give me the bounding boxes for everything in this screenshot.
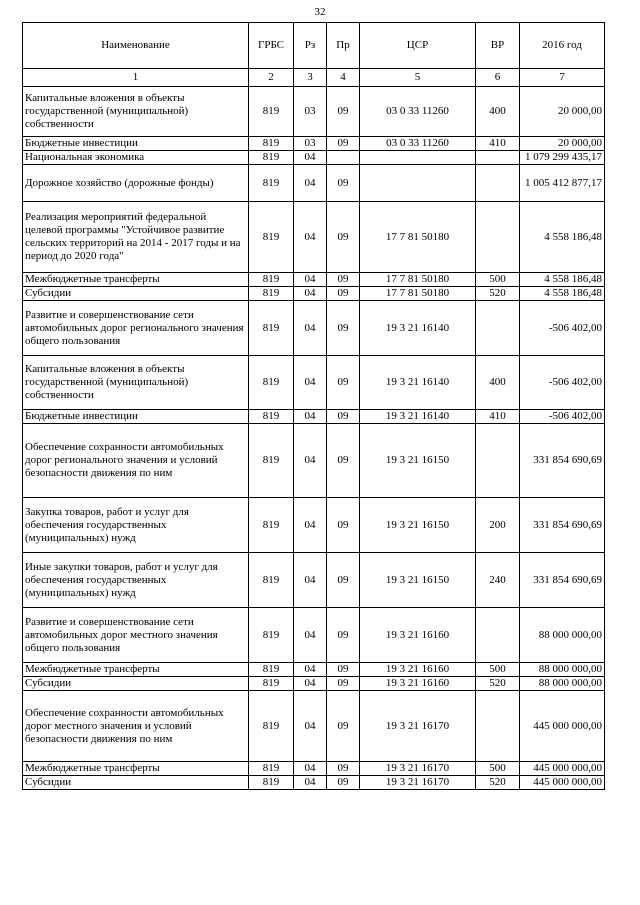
- row-csr: 19 3 21 16170: [360, 762, 476, 776]
- row-pr: 09: [327, 691, 360, 762]
- row-amount: 88 000 000,00: [520, 677, 605, 691]
- row-vr: 520: [476, 287, 520, 301]
- row-rz: 04: [294, 498, 327, 553]
- row-csr: 19 3 21 16150: [360, 424, 476, 498]
- row-csr: 03 0 33 11260: [360, 87, 476, 137]
- row-name: Бюджетные инвестиции: [23, 410, 249, 424]
- row-grbs: 819: [249, 663, 294, 677]
- row-vr: [476, 608, 520, 663]
- row-name: Субсидии: [23, 776, 249, 790]
- row-amount: -506 402,00: [520, 301, 605, 356]
- row-name: Капитальные вложения в объекты государственной (муниципальной) собственности: [23, 356, 249, 410]
- row-vr: [476, 691, 520, 762]
- row-vr: [476, 151, 520, 165]
- row-rz: 04: [294, 553, 327, 608]
- column-number: 4: [327, 69, 360, 87]
- row-pr: 09: [327, 498, 360, 553]
- row-name: Обеспечение сохранности автомобильных дорог местного значения и условий безопасности движения по ним: [23, 691, 249, 762]
- row-amount: 20 000,00: [520, 87, 605, 137]
- row-amount: 445 000 000,00: [520, 691, 605, 762]
- header-pr: Пр: [327, 23, 360, 69]
- table-row: [23, 691, 605, 762]
- row-name: Дорожное хозяйство (дорожные фонды): [23, 165, 249, 202]
- row-rz: 04: [294, 677, 327, 691]
- row-grbs: 819: [249, 762, 294, 776]
- header-rz: Рз: [294, 23, 327, 69]
- table-row: [23, 202, 605, 273]
- row-pr: 09: [327, 165, 360, 202]
- row-grbs: 819: [249, 776, 294, 790]
- row-amount: 20 000,00: [520, 137, 605, 151]
- row-csr: 19 3 21 16170: [360, 691, 476, 762]
- table-row: [23, 762, 605, 776]
- row-amount: 445 000 000,00: [520, 762, 605, 776]
- row-vr: 200: [476, 498, 520, 553]
- row-vr: 400: [476, 356, 520, 410]
- row-name: Развитие и совершенствование сети автомобильных дорог местного значения общего пользования: [23, 608, 249, 663]
- row-amount: -506 402,00: [520, 356, 605, 410]
- table-row: [23, 137, 605, 151]
- row-csr: 19 3 21 16160: [360, 663, 476, 677]
- row-csr: 17 7 81 50180: [360, 287, 476, 301]
- table-row: [23, 498, 605, 553]
- row-name: Межбюджетные трансферты: [23, 273, 249, 287]
- table-row: [23, 273, 605, 287]
- row-amount: 331 854 690,69: [520, 553, 605, 608]
- column-number: 2: [249, 69, 294, 87]
- row-rz: 03: [294, 87, 327, 137]
- table-row: [23, 608, 605, 663]
- table-row: [23, 553, 605, 608]
- row-vr: 410: [476, 410, 520, 424]
- column-number: 7: [520, 69, 605, 87]
- row-pr: 09: [327, 287, 360, 301]
- row-vr: 400: [476, 87, 520, 137]
- row-name: Развитие и совершенствование сети автомобильных дорог регионального значения общего пользования: [23, 301, 249, 356]
- row-name: Субсидии: [23, 677, 249, 691]
- row-csr: 19 3 21 16140: [360, 356, 476, 410]
- row-amount: 445 000 000,00: [520, 776, 605, 790]
- row-amount: 4 558 186,48: [520, 287, 605, 301]
- row-grbs: 819: [249, 137, 294, 151]
- row-rz: 04: [294, 165, 327, 202]
- row-rz: 04: [294, 151, 327, 165]
- row-csr: 19 3 21 16140: [360, 301, 476, 356]
- row-rz: 04: [294, 663, 327, 677]
- row-pr: [327, 151, 360, 165]
- row-pr: 09: [327, 608, 360, 663]
- row-vr: 500: [476, 273, 520, 287]
- column-number: 3: [294, 69, 327, 87]
- table-row: [23, 663, 605, 677]
- row-csr: 17 7 81 50180: [360, 273, 476, 287]
- page-number: 32: [314, 6, 326, 18]
- table-row: [23, 301, 605, 356]
- row-name: Межбюджетные трансферты: [23, 663, 249, 677]
- row-csr: 19 3 21 16150: [360, 553, 476, 608]
- row-grbs: 819: [249, 273, 294, 287]
- row-amount: -506 402,00: [520, 410, 605, 424]
- row-grbs: 819: [249, 287, 294, 301]
- row-grbs: 819: [249, 301, 294, 356]
- row-vr: [476, 301, 520, 356]
- row-pr: 09: [327, 776, 360, 790]
- row-amount: 331 854 690,69: [520, 498, 605, 553]
- row-csr: [360, 165, 476, 202]
- row-csr: 19 3 21 16160: [360, 608, 476, 663]
- row-rz: 04: [294, 202, 327, 273]
- table-row: [23, 677, 605, 691]
- row-csr: 19 3 21 16170: [360, 776, 476, 790]
- row-pr: 09: [327, 356, 360, 410]
- row-pr: 09: [327, 424, 360, 498]
- budget-table: [22, 22, 605, 790]
- row-amount: 331 854 690,69: [520, 424, 605, 498]
- table-header-row: [23, 23, 605, 69]
- column-number: 5: [360, 69, 476, 87]
- row-csr: 19 3 21 16160: [360, 677, 476, 691]
- row-amount: 4 558 186,48: [520, 202, 605, 273]
- row-rz: 04: [294, 287, 327, 301]
- row-pr: 09: [327, 202, 360, 273]
- table-row: [23, 776, 605, 790]
- row-name: Субсидии: [23, 287, 249, 301]
- row-rz: 04: [294, 776, 327, 790]
- row-pr: 09: [327, 663, 360, 677]
- row-vr: 410: [476, 137, 520, 151]
- row-name: Национальная экономика: [23, 151, 249, 165]
- header-grbs: ГРБС: [249, 23, 294, 69]
- row-rz: 04: [294, 301, 327, 356]
- row-rz: 04: [294, 410, 327, 424]
- row-name: Межбюджетные трансферты: [23, 762, 249, 776]
- row-csr: 03 0 33 11260: [360, 137, 476, 151]
- row-name: Бюджетные инвестиции: [23, 137, 249, 151]
- row-rz: 04: [294, 424, 327, 498]
- row-vr: 520: [476, 776, 520, 790]
- row-amount: 1 005 412 877,17: [520, 165, 605, 202]
- column-number-row: [23, 69, 605, 87]
- row-rz: 04: [294, 691, 327, 762]
- row-vr: 520: [476, 677, 520, 691]
- row-grbs: 819: [249, 608, 294, 663]
- table-row: [23, 87, 605, 137]
- row-csr: 19 3 21 16140: [360, 410, 476, 424]
- row-grbs: 819: [249, 356, 294, 410]
- row-pr: 09: [327, 137, 360, 151]
- row-grbs: 819: [249, 424, 294, 498]
- column-number: 6: [476, 69, 520, 87]
- row-vr: [476, 165, 520, 202]
- row-pr: 09: [327, 553, 360, 608]
- row-csr: 19 3 21 16150: [360, 498, 476, 553]
- row-pr: 09: [327, 273, 360, 287]
- row-rz: 03: [294, 137, 327, 151]
- row-amount: 88 000 000,00: [520, 608, 605, 663]
- row-vr: [476, 424, 520, 498]
- row-name: Реализация мероприятий федеральной целевой программы "Устойчивое развитие сельских территорий на 2014 - 2017 годы и на период до 2020 года": [23, 202, 249, 273]
- row-vr: 500: [476, 663, 520, 677]
- table-row: [23, 356, 605, 410]
- row-rz: 04: [294, 273, 327, 287]
- row-pr: 09: [327, 677, 360, 691]
- row-grbs: 819: [249, 165, 294, 202]
- column-number: 1: [23, 69, 249, 87]
- row-grbs: 819: [249, 410, 294, 424]
- header-csr: ЦСР: [360, 23, 476, 69]
- header-year: 2016 год: [520, 23, 605, 69]
- row-name: Обеспечение сохранности автомобильных дорог регионального значения и условий безопасности движения по ним: [23, 424, 249, 498]
- row-grbs: 819: [249, 677, 294, 691]
- row-name: Иные закупки товаров, работ и услуг для обеспечения государственных (муниципальных) нужд: [23, 553, 249, 608]
- table-row: [23, 165, 605, 202]
- table-row: [23, 287, 605, 301]
- header-name: Наименование: [23, 23, 249, 69]
- row-grbs: 819: [249, 553, 294, 608]
- row-grbs: 819: [249, 691, 294, 762]
- table-row: [23, 424, 605, 498]
- row-pr: 09: [327, 762, 360, 776]
- row-amount: 88 000 000,00: [520, 663, 605, 677]
- row-grbs: 819: [249, 202, 294, 273]
- row-csr: 17 7 81 50180: [360, 202, 476, 273]
- row-rz: 04: [294, 608, 327, 663]
- row-name: Капитальные вложения в объекты государственной (муниципальной) собственности: [23, 87, 249, 137]
- row-grbs: 819: [249, 498, 294, 553]
- header-vr: ВР: [476, 23, 520, 69]
- row-amount: 1 079 299 435,17: [520, 151, 605, 165]
- row-name: Закупка товаров, работ и услуг для обеспечения государственных (муниципальных) нужд: [23, 498, 249, 553]
- row-pr: 09: [327, 410, 360, 424]
- row-pr: 09: [327, 301, 360, 356]
- row-csr: [360, 151, 476, 165]
- row-amount: 4 558 186,48: [520, 273, 605, 287]
- row-vr: [476, 202, 520, 273]
- row-grbs: 819: [249, 151, 294, 165]
- row-pr: 09: [327, 87, 360, 137]
- row-vr: 240: [476, 553, 520, 608]
- table-row: [23, 410, 605, 424]
- row-rz: 04: [294, 356, 327, 410]
- row-vr: 500: [476, 762, 520, 776]
- row-grbs: 819: [249, 87, 294, 137]
- row-rz: 04: [294, 762, 327, 776]
- table-row: [23, 151, 605, 165]
